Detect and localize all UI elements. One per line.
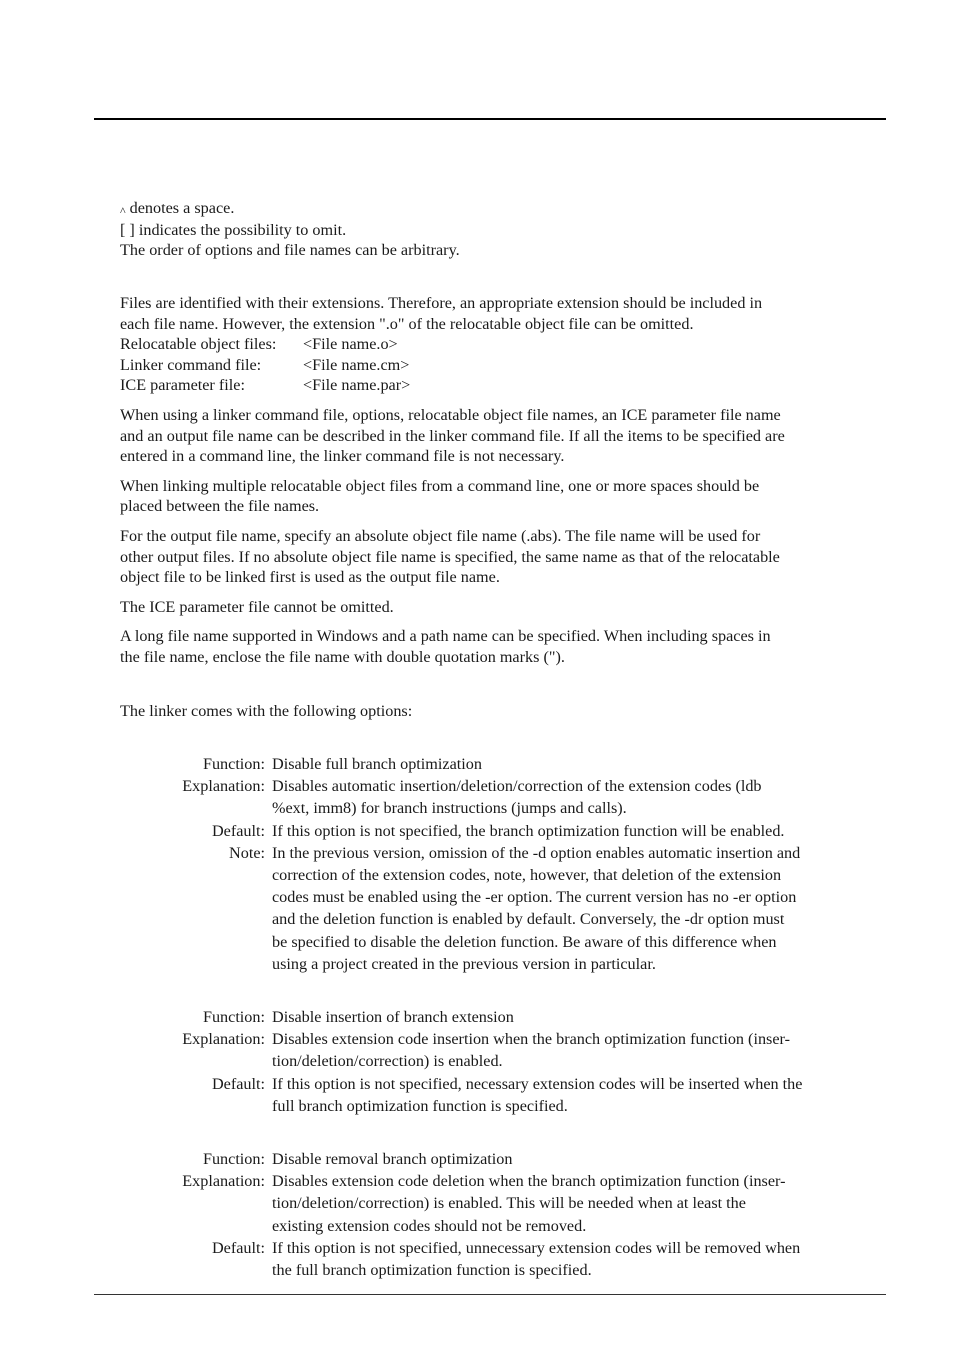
function-row: Function: Disable insertion of branch extension — [202, 1008, 514, 1026]
default-row: Default: If this option is not specified, unnecessary extension codes will be removed when the full branch optimization function is specified. — [211, 1238, 801, 1280]
files-block — [120, 293, 890, 668]
paragraph-line: entered in a command line, the linker command file is not necessary. — [120, 447, 565, 466]
explanation-row: Explanation: Disables extension code insertion when the branch optimization function (inser- tion/deletion/correction) is enabled. — [182, 1030, 790, 1071]
paragraph-line: the file name, enclose the file name with double quotation marks ("). — [120, 647, 565, 666]
paragraph-line: and an output file name can be described in the linker command file. If all the items to be specified are — [120, 426, 785, 445]
paragraph-line: The ICE parameter file cannot be omitted. — [120, 597, 394, 616]
paragraph-line: object file to be linked first is used as the output file name. — [120, 568, 500, 587]
default-row: Default: If this option is not specified, necessary extension codes will be inserted when the full branch optimization function is specified. — [211, 1074, 803, 1115]
notation-order-line: The order of options and file names can be arbitrary. — [120, 241, 460, 260]
explanation-row: Explanation: Disables automatic insertion/deletion/correction of the extension codes (ldb %ext, imm8) for branch instructions (jumps and calls). — [182, 777, 762, 818]
paragraph-line: When using a linker command file, options, relocatable object file names, an ICE parameter file name — [120, 405, 781, 424]
file-type-row: ICE parameter file: <File name.par> — [120, 376, 411, 395]
default-row: Default: If this option is not specified, the branch optimization function will be enabled. — [211, 821, 785, 840]
option-dr — [120, 1148, 890, 1281]
header-rule — [94, 118, 886, 120]
paragraph-line: When linking multiple relocatable object files from a command line, one or more spaces should be — [120, 476, 760, 495]
option-di — [120, 1006, 890, 1117]
option-d — [120, 753, 890, 975]
files-intro-line: Files are identified with their extensions. Therefore, an appropriate extension should be included in — [120, 294, 763, 312]
paragraph-line: placed between the file names. — [120, 497, 320, 516]
function-row: Function: Disable removal branch optimization — [202, 1150, 513, 1168]
caret-icon: ^ — [120, 204, 126, 218]
note-row: Note: In the previous version, omission of the -d option enables automatic insertion and correction of the extension codes, note, however, that deletion of the extension codes must be enabled using the -er option. The current version has no -er option and the deletion function is enabled by default. Conversely, the -dr option must be specified to disable the deletion function. Be aware of this difference when using a project created in the previous version in particular. — [229, 843, 801, 973]
options-intro: The linker comes with the following options: — [120, 702, 413, 720]
explanation-row: Explanation: Disables extension code deletion when the branch optimization function (inser- tion/deletion/correction) is enabled. This will be needed when at least the existing extension codes should not be removed. — [182, 1172, 786, 1235]
paragraph-line: other output files. If no absolute object file name is specified, the same name as that of the relocatable — [120, 547, 780, 566]
function-row: Function: Disable full branch optimization — [202, 755, 482, 773]
files-intro-line: each file name. However, the extension ".o" of the relocatable object file can be omitted. — [120, 314, 694, 333]
notation-block — [120, 198, 890, 261]
file-type-row: Linker command file: <File name.cm> — [120, 355, 410, 374]
notation-space-line: ^ denotes a space. — [120, 199, 235, 218]
file-type-row: Relocatable object files: <File name.o> — [120, 335, 398, 354]
notation-omit-line: [ ] indicates the possibility to omit. — [120, 220, 347, 239]
paragraph-line: For the output file name, specify an absolute object file name (.abs). The file name will be used for — [120, 526, 761, 545]
paragraph-line: A long file name supported in Windows and a path name can be specified. When including spaces in — [120, 627, 771, 646]
footer-rule — [94, 1294, 886, 1295]
